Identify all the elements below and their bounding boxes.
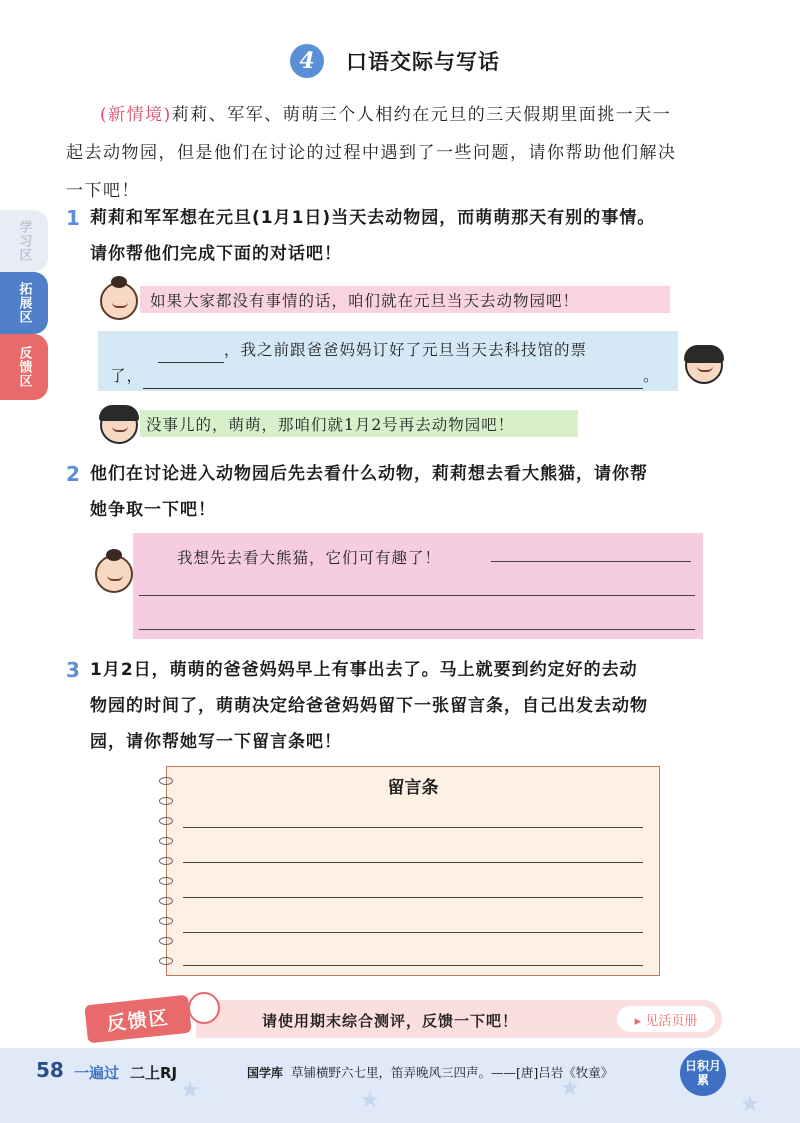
answer-blank-2[interactable]	[143, 371, 643, 389]
note-line[interactable]	[183, 897, 643, 898]
side-tab-study[interactable]: 学习区	[0, 210, 48, 272]
spiral-ring	[159, 897, 173, 905]
note-line[interactable]	[183, 965, 643, 966]
question-3-line-3: 园，请你帮她写一下留言条吧！	[90, 732, 342, 752]
question-2-text	[90, 456, 770, 528]
question-1-line-1: 莉莉和军军想在元旦(1月1日)当天去动物园，而萌萌那天有别的事情。	[90, 208, 656, 228]
junjun-avatar	[100, 406, 138, 444]
spiral-ring	[159, 957, 173, 965]
lili-avatar	[100, 282, 138, 320]
spiral-ring	[159, 857, 173, 865]
spiral-ring	[159, 917, 173, 925]
answer-blank-1[interactable]	[158, 345, 224, 363]
spiral-ring	[159, 817, 173, 825]
page-number: 58	[36, 1058, 64, 1082]
star-icon: ★	[360, 1088, 380, 1113]
dialog-line-junjun: 没事儿的，萌萌，那咱们就1月2号再去动物园吧！	[140, 410, 578, 437]
intro-paragraph	[66, 96, 746, 210]
question-1-text	[90, 200, 770, 272]
answer-line[interactable]	[491, 561, 691, 562]
note-line[interactable]	[183, 932, 643, 933]
spiral-ring	[159, 837, 173, 845]
poem-quote: 草铺横野六七里，笛弄晚风三四声。——[唐]吕岩《牧童》	[291, 1065, 614, 1080]
question-3-text	[90, 652, 770, 760]
question-2-line-2: 她争取一下吧！	[90, 500, 216, 520]
spiral-ring	[159, 937, 173, 945]
side-tab-feedback[interactable]: 反馈区	[0, 334, 48, 400]
intro-tag: (新情境)	[100, 105, 172, 125]
spiral-ring	[159, 797, 173, 805]
daily-accumulation-badge: 日积月累	[680, 1050, 726, 1096]
q2-prompt: 我想先去看大熊猫，它们可有趣了！	[177, 549, 442, 567]
message-note-card[interactable]	[166, 766, 660, 976]
answer-line[interactable]	[139, 629, 695, 630]
spiral-ring	[159, 777, 173, 785]
dialog-line-mengmeng: ，我之前跟爸爸妈妈订好了元旦当天去科技馆的票 了， 。	[98, 331, 678, 391]
dialog-line-lili: 如果大家都没有事情的话，咱们就在元旦当天去动物园吧！	[140, 286, 670, 313]
section-number-badge: 4	[290, 44, 324, 78]
see-workbook-button[interactable]: ▸ 见活页册	[617, 1006, 715, 1032]
page-title: 口语交际与写话	[346, 50, 500, 74]
answer-line[interactable]	[139, 595, 695, 596]
lili-avatar-2	[95, 555, 133, 593]
spiral-ring	[159, 877, 173, 885]
mengmeng-avatar	[685, 346, 723, 384]
intro-line-1: 莉莉、军军、萌萌三个人相约在元旦的三天假期里面挑一天一	[171, 105, 672, 125]
question-3-number: 3	[66, 658, 80, 682]
section-title	[290, 44, 500, 78]
side-tab-expand[interactable]: 拓展区	[0, 272, 48, 334]
brand-logo: 一遍过	[74, 1064, 120, 1082]
answer-box-q2[interactable]	[133, 533, 703, 639]
intro-line-3: 一下吧！	[66, 181, 140, 201]
question-3-line-2: 物园的时间了，萌萌决定给爸爸妈妈留下一张留言条，自己出发去动物	[90, 696, 648, 716]
question-1-line-2: 请你帮他们完成下面的对话吧！	[90, 244, 342, 264]
quote-tag: 国学库	[247, 1066, 284, 1080]
note-line[interactable]	[183, 862, 643, 863]
intro-line-2: 起去动物园，但是他们在讨论的过程中遇到了一些问题，请你帮助他们解决	[66, 143, 677, 163]
question-2-number: 2	[66, 462, 80, 486]
feedback-badge: 反馈区	[84, 995, 191, 1044]
grade-label: 二上RJ	[130, 1064, 178, 1082]
note-title: 留言条	[387, 778, 439, 798]
question-2-line-1: 他们在讨论进入动物园后先去看什么动物，莉莉想去看大熊猫，请你帮	[90, 464, 648, 484]
question-1-number: 1	[66, 206, 80, 230]
mascot-icon	[188, 992, 220, 1024]
feedback-text: 请使用期末综合测评，反馈一下吧！	[262, 1012, 519, 1030]
star-icon: ★	[180, 1078, 200, 1103]
note-line[interactable]	[183, 827, 643, 828]
star-icon: ★	[740, 1092, 760, 1117]
star-icon: ★	[560, 1076, 580, 1101]
question-3-line-1: 1月2日，萌萌的爸爸妈妈早上有事出去了。马上就要到约定好的去动	[90, 660, 638, 680]
